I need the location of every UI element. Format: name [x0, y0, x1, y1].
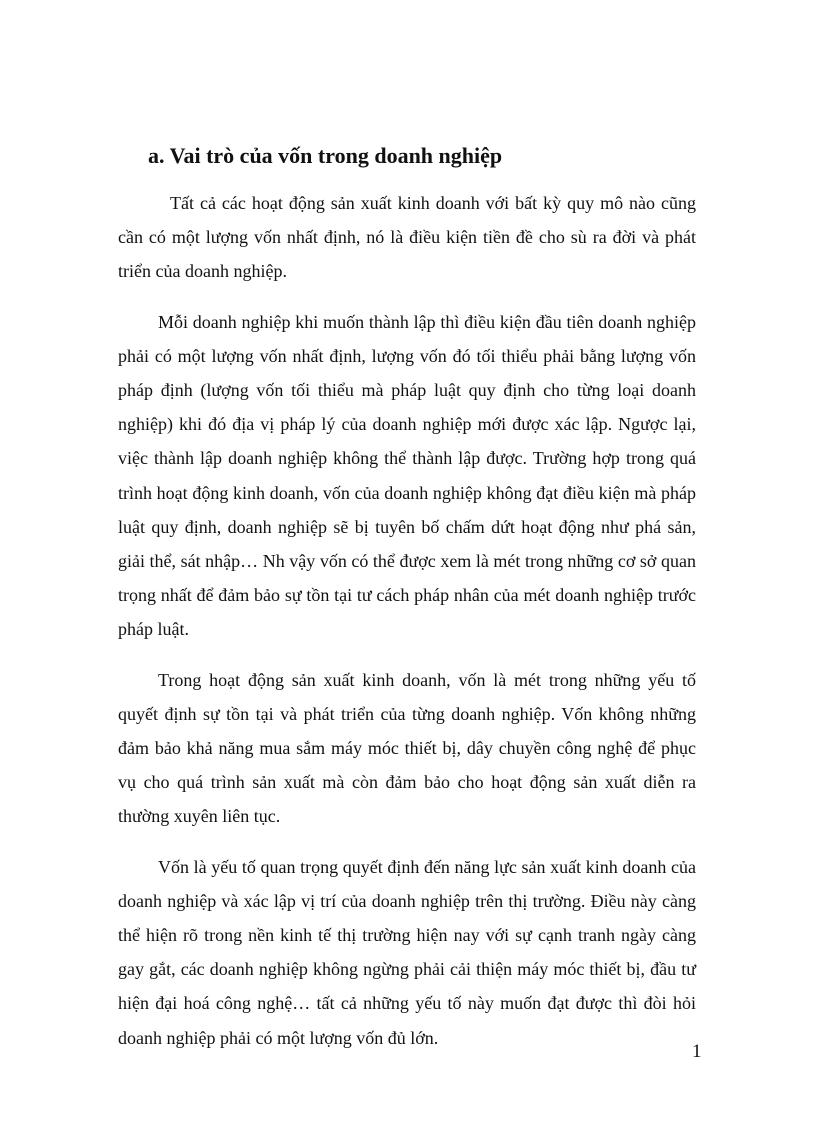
section-heading: a. Vai trò của vốn trong doanh nghiệp [148, 143, 503, 168]
body-text [118, 186, 696, 1055]
paragraph-1: Tất cả các hoạt động sản xuất kinh doanh với bất kỳ quy mô nào cũng cần có một lượng vốn nhất định, nó là điều kiện tiền đề cho sù ra đời và phát triển của doanh nghiệp. [118, 193, 696, 282]
page-number: 1 [692, 1041, 702, 1062]
paragraph-4: Vốn là yếu tố quan trọng quyết định đến năng lực sản xuất kinh doanh của doanh nghiệp và xác lập vị trí của doanh nghiệp trên thị trường. Điều này càng thể hiện rõ trong nền kinh tế thị trường hiện nay với sự cạnh tranh ngày càng gay gắt, các doanh nghiệp không ngừng phải cải thiện máy móc thiết bị, đầu tư hiện đại hoá công nghệ… tất cả những yếu tố này muốn đạt được thì đòi hỏi doanh nghiệp phải có một lượng vốn đủ lớn. [118, 856, 696, 1048]
paragraph-3: Trong hoạt động sản xuất kinh doanh, vốn là mét trong những yếu tố quyết định sự tồn tại và phát triển của từng doanh nghiệp. Vốn không những đảm bảo khả năng mua sắm máy móc thiết bị, dây chuyền công nghệ để phục vụ cho quá trình sản xuất mà còn đảm bảo cho hoạt động sản xuất diễn ra thường xuyên liên tục. [118, 669, 696, 827]
paragraph-2: Mỗi doanh nghiệp khi muốn thành lập thì điều kiện đầu tiên doanh nghiệp phải có một lượng vốn nhất định, lượng vốn đó tối thiểu phải bằng lượng vốn pháp định (lượng vốn tối thiểu mà pháp luật quy định cho từng loại doanh nghiệp) khi đó địa vị pháp lý của doanh nghiệp mới được xác lập. Ngược lại, việc thành lập doanh nghiệp không thể thành lập được. Trường hợp trong quá trình hoạt động kinh doanh, vốn của doanh nghiệp không đạt điều kiện mà pháp luật quy định, doanh nghiệp sẽ bị tuyên bố chấm dứt hoạt động như phá sản, giải thể, sát nhập… Nh vậy vốn có thể được xem là mét trong những cơ sở quan trọng nhất để đảm bảo sự tồn tại tư cách pháp nhân của mét doanh nghiệp trước pháp luật. [118, 311, 696, 640]
